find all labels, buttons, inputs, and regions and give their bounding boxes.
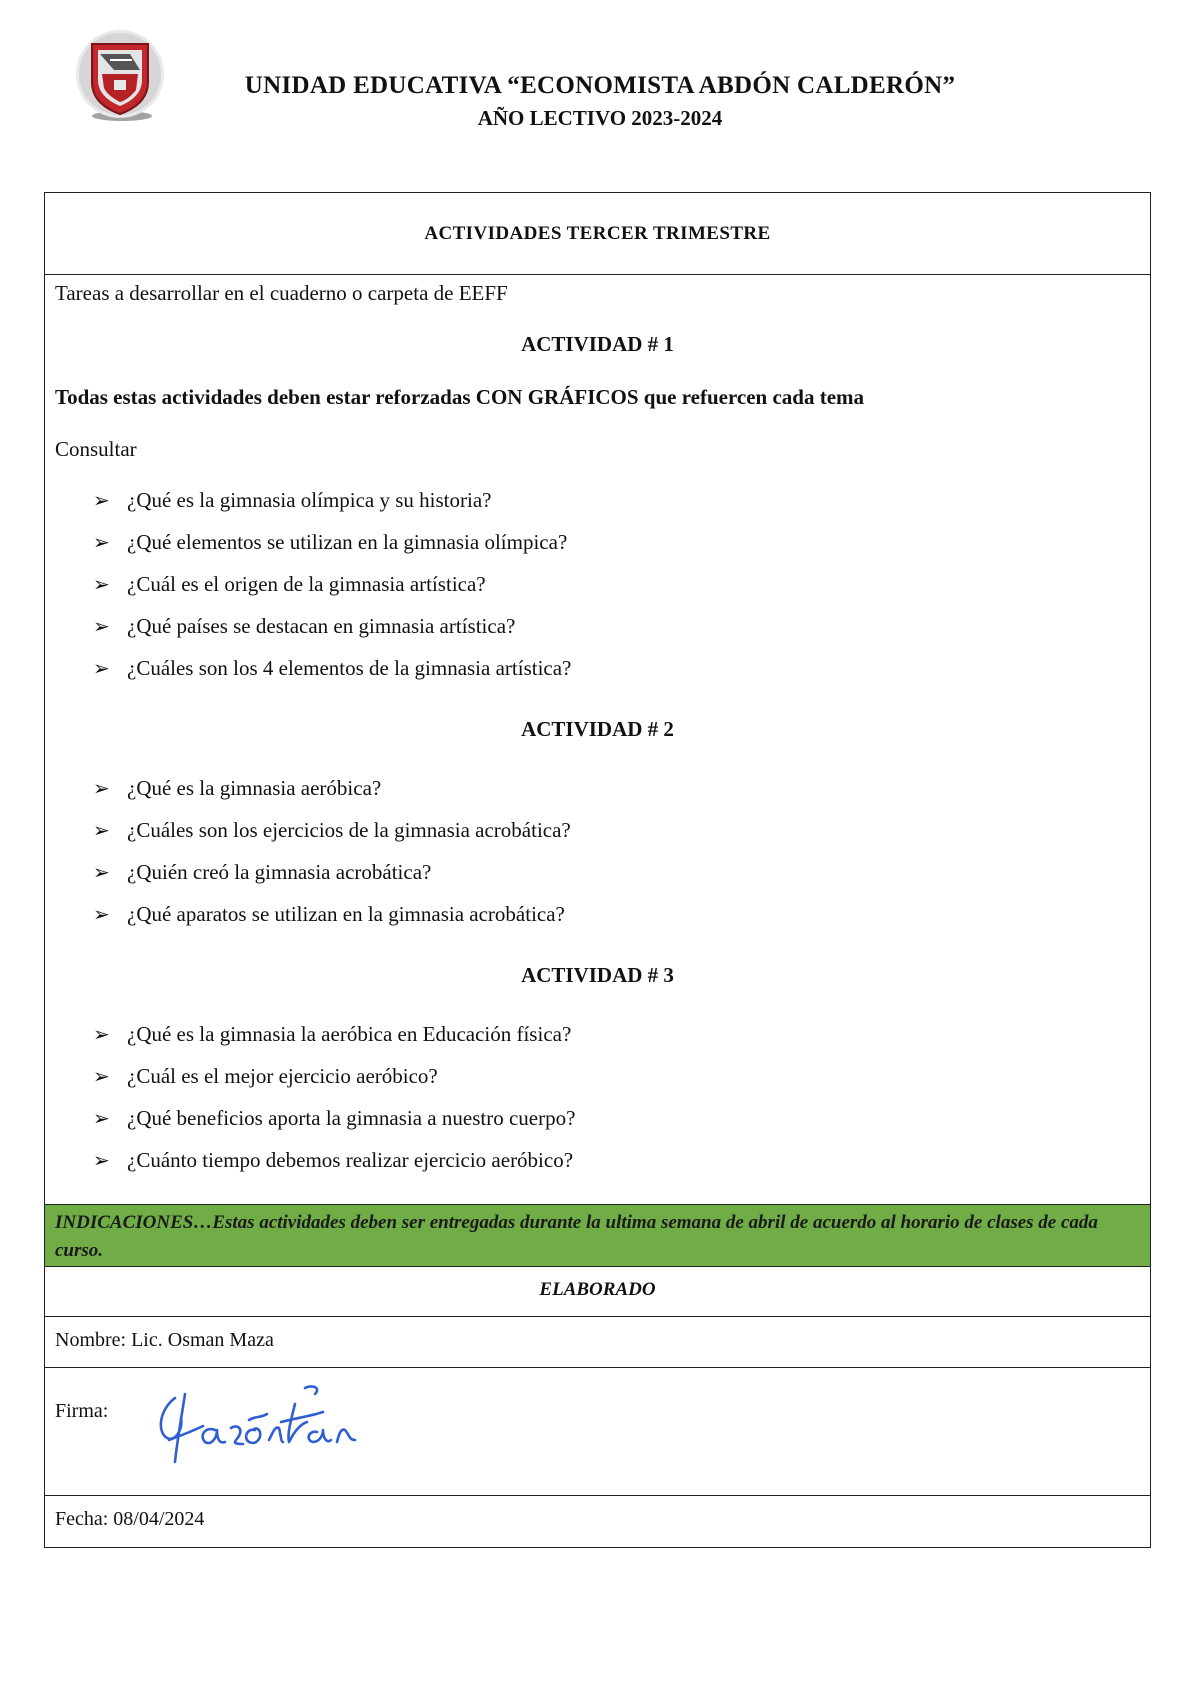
activities-table: [44, 192, 1151, 1548]
elaborated-label: ELABORADO: [539, 1279, 656, 1300]
indications-row: [45, 1205, 1150, 1267]
document-header: [0, 0, 1200, 170]
activity-1-questions: [93, 488, 571, 698]
author-name: Nombre: Lic. Osman Maza: [55, 1329, 274, 1351]
list-item: [93, 572, 571, 614]
question-text: ¿Cuál es el mejor ejercicio aeróbico?: [127, 1064, 438, 1088]
question-text: ¿Qué beneficios aporta la gimnasia a nuestro cuerpo?: [127, 1106, 576, 1130]
question-text: ¿Qué es la gimnasia olímpica y su historia?: [127, 488, 492, 512]
list-item: [93, 776, 571, 818]
question-text: ¿Qué es la gimnasia la aeróbica en Educación física?: [127, 1022, 572, 1046]
list-item: [93, 614, 571, 656]
list-item: [93, 1148, 575, 1190]
activity-2-questions: [93, 776, 571, 944]
list-item: [93, 818, 571, 860]
arrow-bullet-icon: ➢: [93, 530, 110, 554]
intro-text: Tareas a desarrollar en el cuaderno o carpeta de EEFF: [55, 281, 508, 305]
activity-3-heading: ACTIVIDAD # 3: [521, 963, 674, 987]
question-text: ¿Qué aparatos se utilizan en la gimnasia acrobática?: [127, 902, 565, 926]
question-text: ¿Cuáles son los 4 elementos de la gimnasia artística?: [127, 656, 572, 680]
arrow-bullet-icon: ➢: [93, 902, 110, 926]
list-item: [93, 1022, 575, 1064]
question-text: ¿Cuánto tiempo debemos realizar ejercicio aeróbico?: [127, 1148, 574, 1172]
signature-row: [45, 1368, 1150, 1496]
document-date: Fecha: 08/04/2024: [55, 1508, 205, 1530]
elaborated-row: [45, 1267, 1150, 1317]
list-item: [93, 1064, 575, 1106]
school-name: UNIDAD EDUCATIVA “ECONOMISTA ABDÓN CALDERÓN”: [244, 72, 956, 99]
question-text: ¿Qué elementos se utilizan en la gimnasia olímpica?: [127, 530, 568, 554]
arrow-bullet-icon: ➢: [93, 656, 110, 680]
arrow-bullet-icon: ➢: [93, 818, 110, 842]
activity-1-heading: ACTIVIDAD # 1: [521, 332, 674, 356]
list-item: [93, 1106, 575, 1148]
question-text: ¿Qué es la gimnasia aeróbica?: [127, 776, 382, 800]
activities-body-cell: [45, 275, 1150, 1205]
activity-3-questions: [93, 1022, 575, 1190]
question-text: ¿Cuáles son los ejercicios de la gimnasia acrobática?: [127, 818, 571, 842]
school-year: AÑO LECTIVO 2023-2024: [477, 106, 723, 130]
question-text: ¿Cuál es el origen de la gimnasia artística?: [127, 572, 486, 596]
arrow-bullet-icon: ➢: [93, 1106, 110, 1130]
name-row: [45, 1317, 1150, 1368]
arrow-bullet-icon: ➢: [93, 776, 110, 800]
arrow-bullet-icon: ➢: [93, 860, 110, 884]
question-text: ¿Qué países se destacan en gimnasia artística?: [127, 614, 516, 638]
consult-label: Consultar: [55, 437, 137, 461]
document-title: ACTIVIDADES TERCER TRIMESTRE: [424, 223, 771, 244]
handwritten-signature: [145, 1380, 375, 1480]
date-row: [45, 1496, 1150, 1547]
arrow-bullet-icon: ➢: [93, 1022, 110, 1046]
signature-label: Firma:: [55, 1400, 109, 1422]
list-item: [93, 860, 571, 902]
activity-2-heading: ACTIVIDAD # 2: [521, 717, 674, 741]
arrow-bullet-icon: ➢: [93, 1064, 110, 1088]
list-item: [93, 530, 571, 572]
table-title-row: [45, 193, 1150, 275]
arrow-bullet-icon: ➢: [93, 488, 110, 512]
arrow-bullet-icon: ➢: [93, 1148, 110, 1172]
arrow-bullet-icon: ➢: [93, 614, 110, 638]
list-item: [93, 488, 571, 530]
indications-text: INDICACIONES…Estas actividades deben ser entregadas durante la ultima semana de abril de acuerdo al horario de clases de cada curso.: [55, 1212, 1098, 1261]
arrow-bullet-icon: ➢: [93, 572, 110, 596]
question-text: ¿Quién creó la gimnasia acrobática?: [127, 860, 432, 884]
graphics-note: Todas estas actividades deben estar reforzadas CON GRÁFICOS que refuercen cada tema: [55, 385, 865, 409]
list-item: [93, 902, 571, 944]
list-item: [93, 656, 571, 698]
